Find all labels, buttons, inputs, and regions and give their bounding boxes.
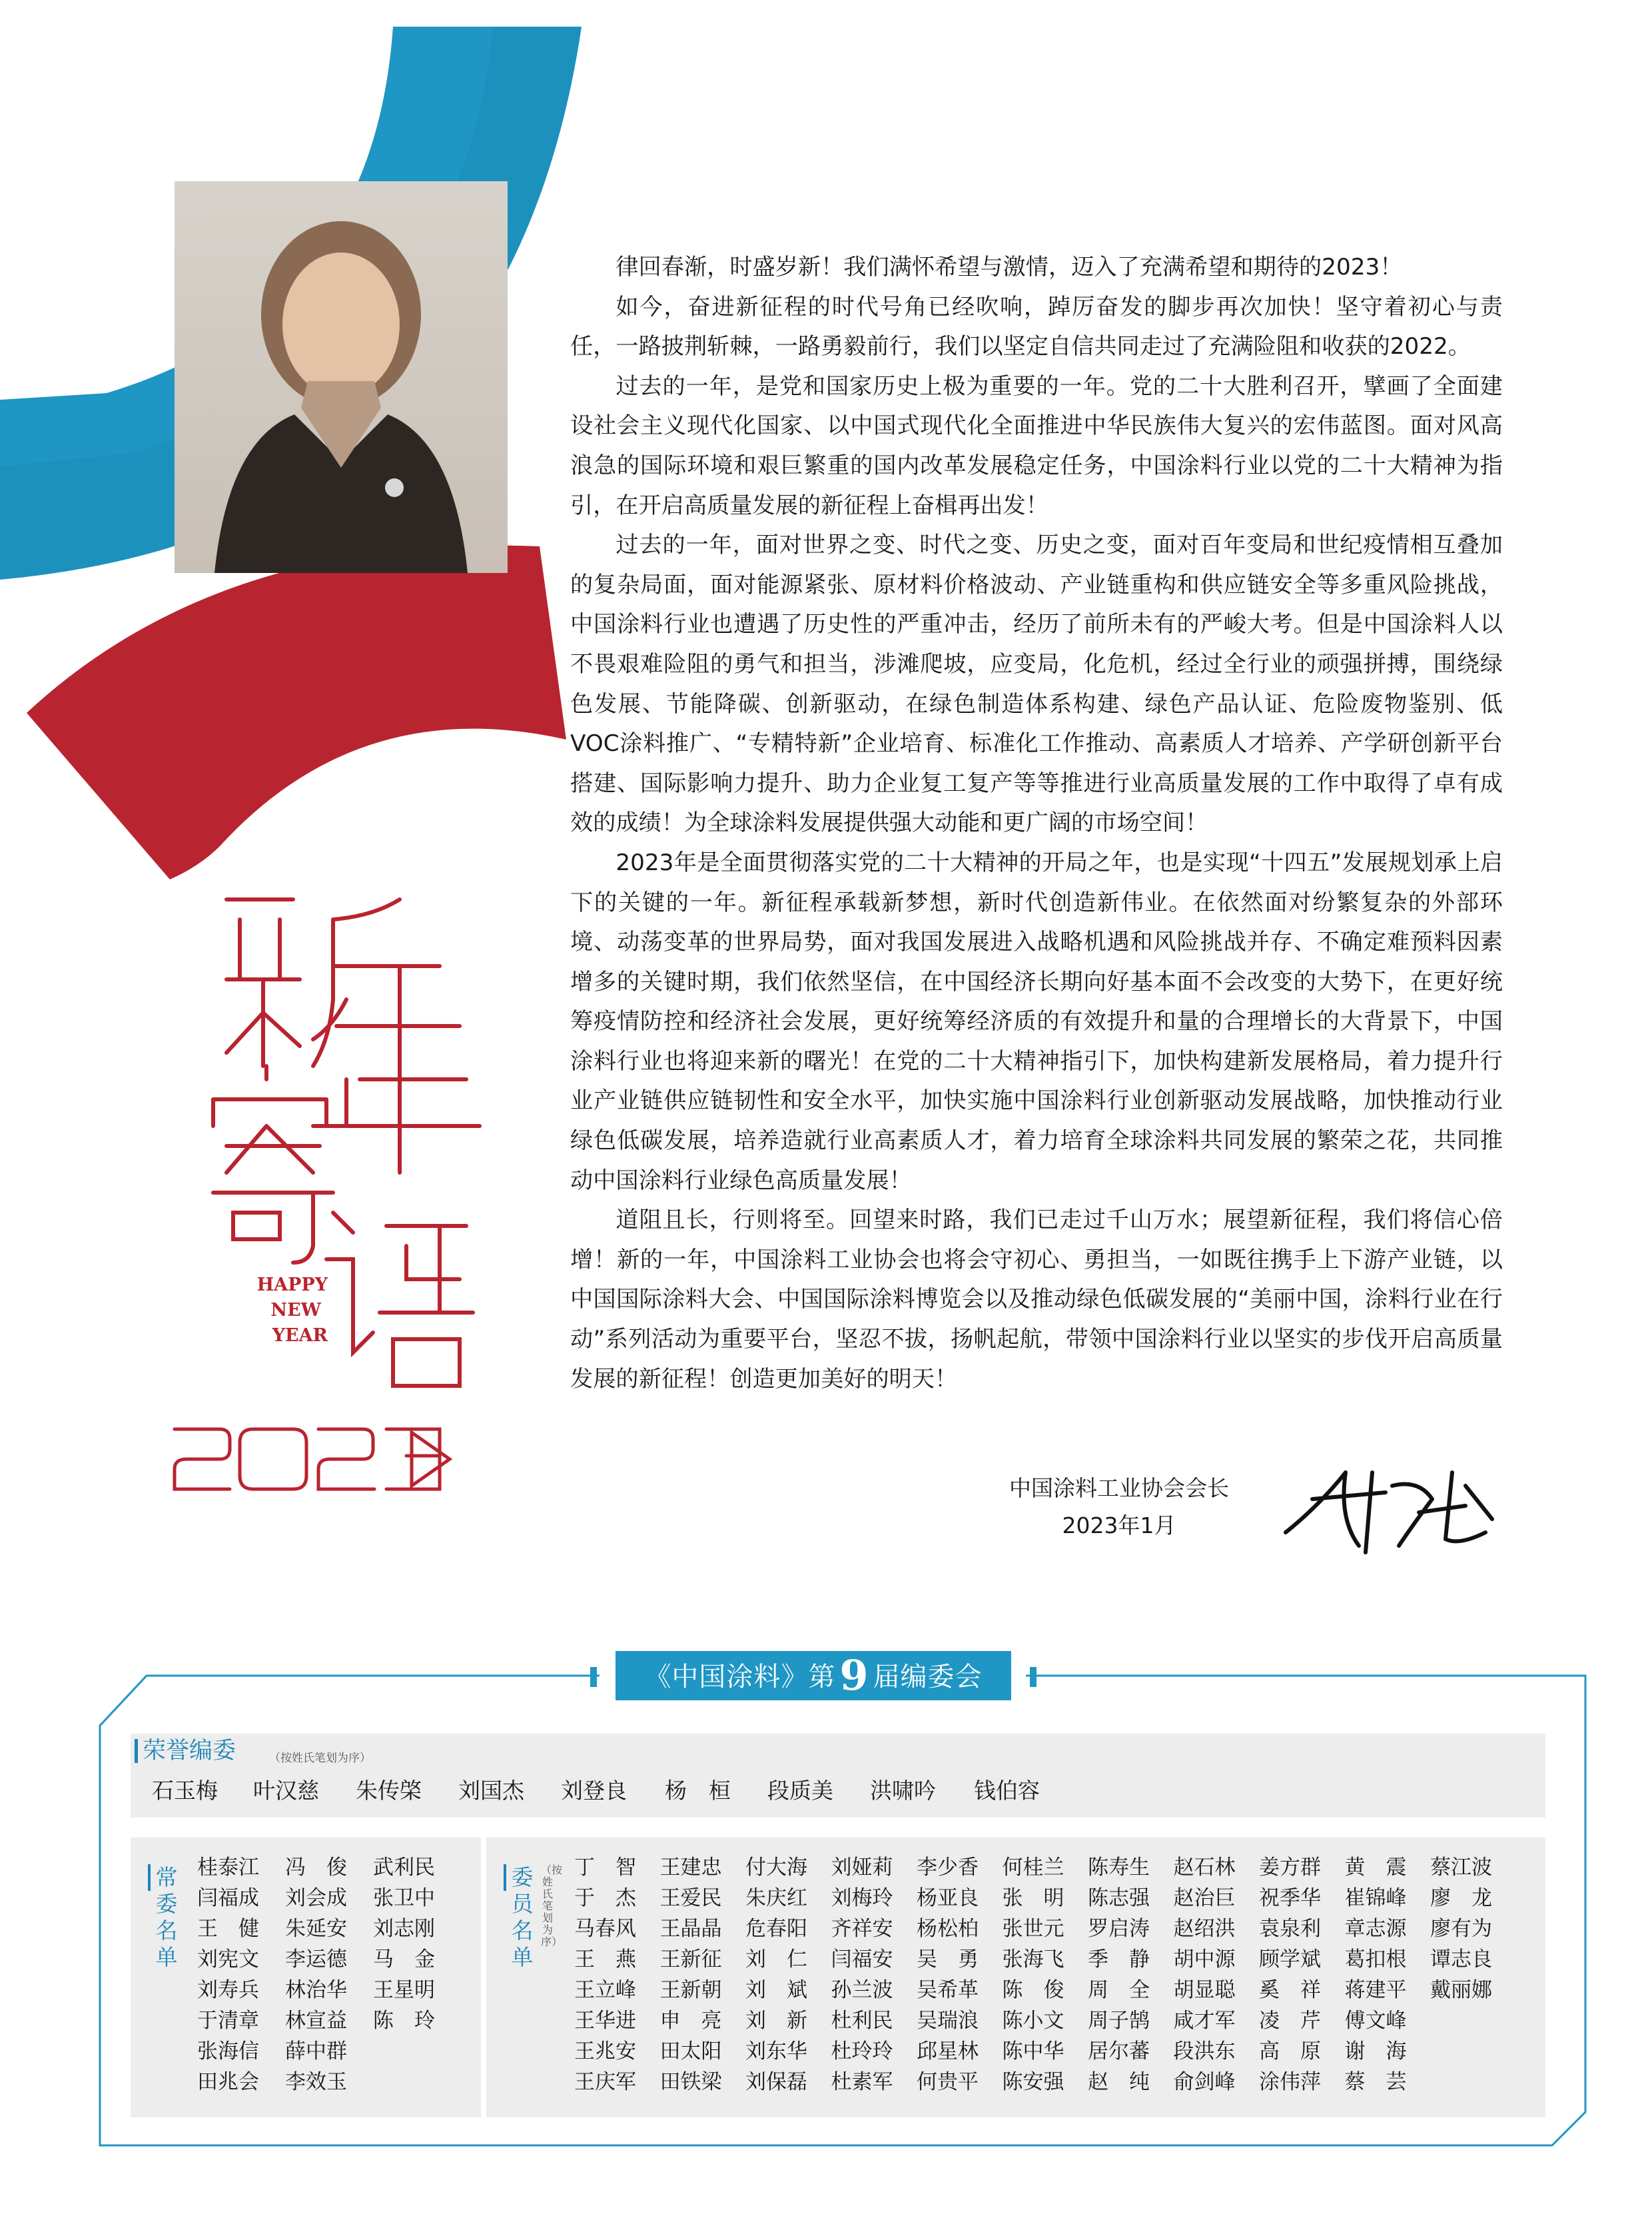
member-name: 孙兰波 <box>831 1978 893 2002</box>
member-name: 奚 祥 <box>1259 1978 1321 2002</box>
honor-member: 刘登良 <box>561 1778 627 1804</box>
board-banner <box>616 1651 1011 1700</box>
member-name: 张卫中 <box>373 1886 435 1910</box>
member-name: 蔡 芸 <box>1344 2070 1407 2094</box>
member-name: 刘宪文 <box>197 1948 259 1971</box>
honor-member: 段质美 <box>767 1778 833 1804</box>
member-name: 王 燕 <box>574 1948 636 1971</box>
name-column <box>373 1852 435 2036</box>
member-name: 胡显聪 <box>1173 1978 1236 2002</box>
member-name: 刘会成 <box>285 1886 347 1910</box>
member-name: 朱庆红 <box>745 1886 807 1910</box>
member-name: 陈小文 <box>1002 2009 1064 2033</box>
member-name: 王新征 <box>659 1948 722 1971</box>
member-name: 刘志刚 <box>373 1917 435 1941</box>
honor-member: 杨 桓 <box>665 1778 731 1804</box>
member-name: 冯 俊 <box>285 1856 347 1880</box>
member-name: 胡中源 <box>1173 1948 1236 1971</box>
member-name: 危春阳 <box>745 1917 807 1941</box>
member-name: 黄 震 <box>1344 1856 1407 1880</box>
member-name: 邱星林 <box>917 2039 979 2063</box>
member-name: 陈中华 <box>1002 2039 1064 2063</box>
member-name: 王华进 <box>574 2009 636 2033</box>
member-name: 刘保磊 <box>745 2070 807 2094</box>
happy-word: HAPPY <box>256 1275 328 1295</box>
member-name: 田兆会 <box>197 2070 259 2094</box>
member-name: 吴 勇 <box>917 1948 979 1971</box>
members-label: 委员名单 <box>511 1864 534 1970</box>
member-name: 祝季华 <box>1259 1886 1321 1910</box>
name-column <box>285 1852 347 2097</box>
name-column <box>1259 1852 1321 2097</box>
member-name: 葛扣根 <box>1344 1948 1407 1971</box>
paragraph: 过去的一年，是党和国家历史上极为重要的一年。党的二十大胜利召开，擘画了全面建设社会主义现代化国家、以中国式现代化全面推进中华民族伟大复兴的宏伟蓝图。面对风高浪急的国际环境和艰巨繁重的国内改革发展稳定任务，中国涂料行业以党的二十大精神为指引，在开启高质量发展的新征程上奋楫再出发！ <box>570 372 1503 519</box>
member-name: 赵 纯 <box>1088 2070 1150 2094</box>
member-name: 赵绍洪 <box>1173 1917 1236 1941</box>
member-name: 崔锦峰 <box>1344 1886 1407 1910</box>
member-name: 蔡江波 <box>1430 1856 1492 1880</box>
member-name: 杨亚良 <box>917 1886 979 1910</box>
member-name: 刘娅莉 <box>831 1856 893 1880</box>
member-name: 刘东华 <box>745 2039 807 2063</box>
paragraph: 过去的一年，面对世界之变、时代之变、历史之变，面对百年变局和世纪疫情相互叠加的复杂局面，面对能源紧张、原材料价格波动、产业链重构和供应链安全等多重风险挑战，中国涂料行业也遭遇了历史性的严重冲击，经历了前所未有的严峻大考。但是中国涂料人以不畏艰难险阻的勇气和担当，涉滩爬坡，应变局，化危机，经过全行业的顽强拼搏，围绕绿色发展、节能降碳、创新驱动，在绿色制造体系构建、绿色产品认证、危险废物鉴别、低VOC涂料推广、“专精特新”企业培育、标准化工作推动、高素质人才培养、产学研创新平台搭建、国际影响力提升、助力企业复工复产等等推进行业高质量发展的工作中取得了卓有成效的成绩！为全球涂料发展提供强大动能和更广阔的市场空间！ <box>570 532 1503 837</box>
name-column <box>1345 1852 1407 2097</box>
member-name: 马 金 <box>373 1948 435 1971</box>
signature-date: 2023年1月 <box>1062 1512 1176 1538</box>
honor-member: 钱伯容 <box>974 1778 1040 1804</box>
members-note: （按姓氏笔划为序） <box>541 1864 563 1948</box>
honor-note: （按姓氏笔划为序） <box>269 1752 371 1765</box>
honor-member: 石玉梅 <box>152 1778 218 1804</box>
member-name: 陈志强 <box>1088 1886 1150 1910</box>
member-name: 罗启涛 <box>1088 1917 1150 1941</box>
member-name: 张 明 <box>1002 1886 1064 1910</box>
member-name: 张世元 <box>1002 1917 1064 1941</box>
name-column <box>745 1852 807 2097</box>
member-name: 章志源 <box>1344 1917 1407 1941</box>
member-name: 王星明 <box>373 1978 435 2002</box>
member-name: 齐祥安 <box>831 1917 893 1941</box>
member-name: 吴瑞浪 <box>917 2009 979 2033</box>
member-name: 王立峰 <box>574 1978 636 2002</box>
year-word: YEAR <box>272 1325 328 1346</box>
member-name: 涂伟萍 <box>1259 2070 1321 2094</box>
name-column <box>1003 1852 1064 2097</box>
member-name: 段洪东 <box>1173 2039 1236 2063</box>
member-name: 傅文峰 <box>1344 2009 1407 2033</box>
member-name: 周子鹄 <box>1088 2009 1150 2033</box>
member-name: 廖 龙 <box>1430 1886 1492 1910</box>
member-name: 付大海 <box>745 1856 807 1880</box>
member-name: 杜素军 <box>831 2070 893 2094</box>
name-column <box>660 1852 722 2097</box>
paragraph: 2023年是全面贯彻落实党的二十大精神的开局之年，也是实现“十四五”发展规划承上启下的关键的一年。新征程承载新梦想，新时代创造新伟业。在依然面对纷繁复杂的外部环境、动荡变革的世界局势，面对我国发展进入战略机遇和风险挑战并存、不确定难预料因素增多的关键时期，我们依然坚信，在中国经济长期向好基本面不会改变的大势下，在更好统筹疫情防控和经济社会发展，更好统筹经济质的有效提升和量的合理增长的大背景下，中国涂料行业也将迎来新的曙光！在党的二十大精神指引下，加快构建新发展格局，着力提升行业产业链供应链韧性和安全水平，加快实施中国涂料行业创新驱动发展战略，加快推动行业绿色低碳发展，培养造就行业高素质人才，着力培育全球涂料共同发展的繁荣之花，共同推动中国涂料行业绿色高质量发展！ <box>570 849 1503 1194</box>
name-column <box>1430 1852 1492 2005</box>
member-name: 于 杰 <box>574 1886 636 1910</box>
member-name: 王建忠 <box>659 1856 722 1880</box>
member-name: 顾学斌 <box>1259 1948 1321 1971</box>
member-name: 田太阳 <box>659 2039 722 2063</box>
member-name: 林治华 <box>285 1978 347 2002</box>
name-column <box>197 1852 259 2097</box>
member-name: 杜利民 <box>831 2009 893 2033</box>
member-name: 陈寿生 <box>1088 1856 1150 1880</box>
member-name: 赵石林 <box>1173 1856 1236 1880</box>
member-name: 武利民 <box>373 1856 435 1880</box>
honor-title: 荣誉编委 <box>143 1738 236 1764</box>
honor-member: 朱传棨 <box>356 1778 422 1804</box>
member-name: 王新朝 <box>659 1978 722 2002</box>
member-name: 何桂兰 <box>1002 1856 1064 1880</box>
member-name: 闫福成 <box>197 1886 259 1910</box>
honor-member: 洪啸吟 <box>870 1778 936 1804</box>
paragraph: 如今，奋进新征程的时代号角已经吹响，踔厉奋发的脚步再次加快！坚守着初心与责任，一路披荆斩棘，一路勇毅前行，我们以坚定自信共同走过了充满险阻和收获的2022。 <box>570 293 1503 360</box>
member-name: 陈 俊 <box>1002 1978 1064 2002</box>
member-name: 李少香 <box>917 1856 979 1880</box>
honor-member: 叶汉慈 <box>253 1778 319 1804</box>
banner-pre: 《中国涂料》第 <box>644 1662 836 1692</box>
member-name: 居尔蕃 <box>1088 2039 1150 2063</box>
member-name: 杨松柏 <box>917 1917 979 1941</box>
member-name: 林宣益 <box>285 2009 347 2033</box>
member-name: 谢 海 <box>1344 2039 1407 2063</box>
member-name: 桂泰江 <box>197 1856 259 1880</box>
member-name: 张海信 <box>197 2039 259 2063</box>
member-name: 王兆安 <box>574 2039 636 2063</box>
member-name: 马春风 <box>574 1917 636 1941</box>
name-column <box>1174 1852 1236 2097</box>
member-name: 王晶晶 <box>659 1917 722 1941</box>
paragraph: 律回春渐，时盛岁新！我们满怀希望与激情，迈入了充满希望和期待的2023！ <box>616 254 1403 280</box>
paragraph: 道阻且长，行则将至。回望来时路，我们已走过千山万水；展望新征程，我们将信心倍增！新的一年，中国涂料工业协会也将会守初心、勇担当，一如既往携手上下游产业链，以中国国际涂料大会、中国国际涂料博览会以及推动绿色低碳发展的“美丽中国，涂料行业在行动”系列活动为重要平台，坚忍不拔，扬帆起航，带领中国涂料行业以坚实的步伐开启高质量发展的新征程！创造更加美好的明天！ <box>570 1207 1503 1392</box>
name-column <box>1088 1852 1150 2097</box>
name-column <box>574 1852 636 2097</box>
member-name: 王 健 <box>197 1917 259 1941</box>
member-name: 刘寿兵 <box>197 1978 259 2002</box>
member-name: 朱延安 <box>285 1917 347 1941</box>
banner-post: 届编委会 <box>873 1662 983 1692</box>
member-name: 高 原 <box>1259 2039 1321 2063</box>
member-name: 李效玉 <box>285 2070 347 2094</box>
name-column <box>917 1852 979 2097</box>
member-name: 俞剑峰 <box>1173 2070 1236 2094</box>
member-name: 陈安强 <box>1002 2070 1064 2094</box>
member-name: 张海飞 <box>1002 1948 1064 1971</box>
new-word: NEW <box>270 1300 321 1321</box>
member-name: 戴丽娜 <box>1430 1978 1492 2002</box>
member-name: 李运德 <box>285 1948 347 1971</box>
name-column <box>831 1852 893 2097</box>
member-name: 王爱民 <box>659 1886 722 1910</box>
honor-member: 刘国杰 <box>458 1778 524 1804</box>
member-name: 于清章 <box>197 2009 259 2033</box>
member-name: 廖有为 <box>1430 1917 1492 1941</box>
member-name: 何贵平 <box>917 2070 979 2094</box>
member-name: 吴希革 <box>917 1978 979 2002</box>
member-name: 蒋建平 <box>1344 1978 1407 2002</box>
honor-panel <box>131 1734 1545 1818</box>
member-name: 杜玲玲 <box>831 2039 893 2063</box>
signature-org: 中国涂料工业协会会长 <box>1009 1475 1229 1501</box>
member-name: 刘梅玲 <box>831 1886 893 1910</box>
member-name: 谭志良 <box>1430 1948 1492 1971</box>
member-name: 刘 仁 <box>745 1948 807 1971</box>
member-name: 陈 玲 <box>373 2009 435 2033</box>
member-name: 丁 智 <box>574 1856 636 1880</box>
member-name: 申 亮 <box>659 2009 722 2033</box>
member-name: 王庆军 <box>574 2070 636 2094</box>
member-name: 刘 新 <box>745 2009 807 2033</box>
banner-num: 9 <box>839 1651 869 1700</box>
member-name: 周 全 <box>1088 1978 1150 2002</box>
member-name: 姜方群 <box>1259 1856 1321 1880</box>
member-name: 田铁梁 <box>659 2070 722 2094</box>
member-name: 袁泉利 <box>1259 1917 1321 1941</box>
member-name: 薛中群 <box>285 2039 347 2063</box>
member-name: 刘 斌 <box>745 1978 807 2002</box>
member-name: 赵治巨 <box>1173 1886 1236 1910</box>
member-name: 闫福安 <box>831 1948 893 1971</box>
standing-label: 常委名单 <box>155 1864 178 1970</box>
member-name: 咸才军 <box>1173 2009 1236 2033</box>
member-name: 凌 芹 <box>1259 2009 1321 2033</box>
member-name: 季 静 <box>1088 1948 1150 1971</box>
